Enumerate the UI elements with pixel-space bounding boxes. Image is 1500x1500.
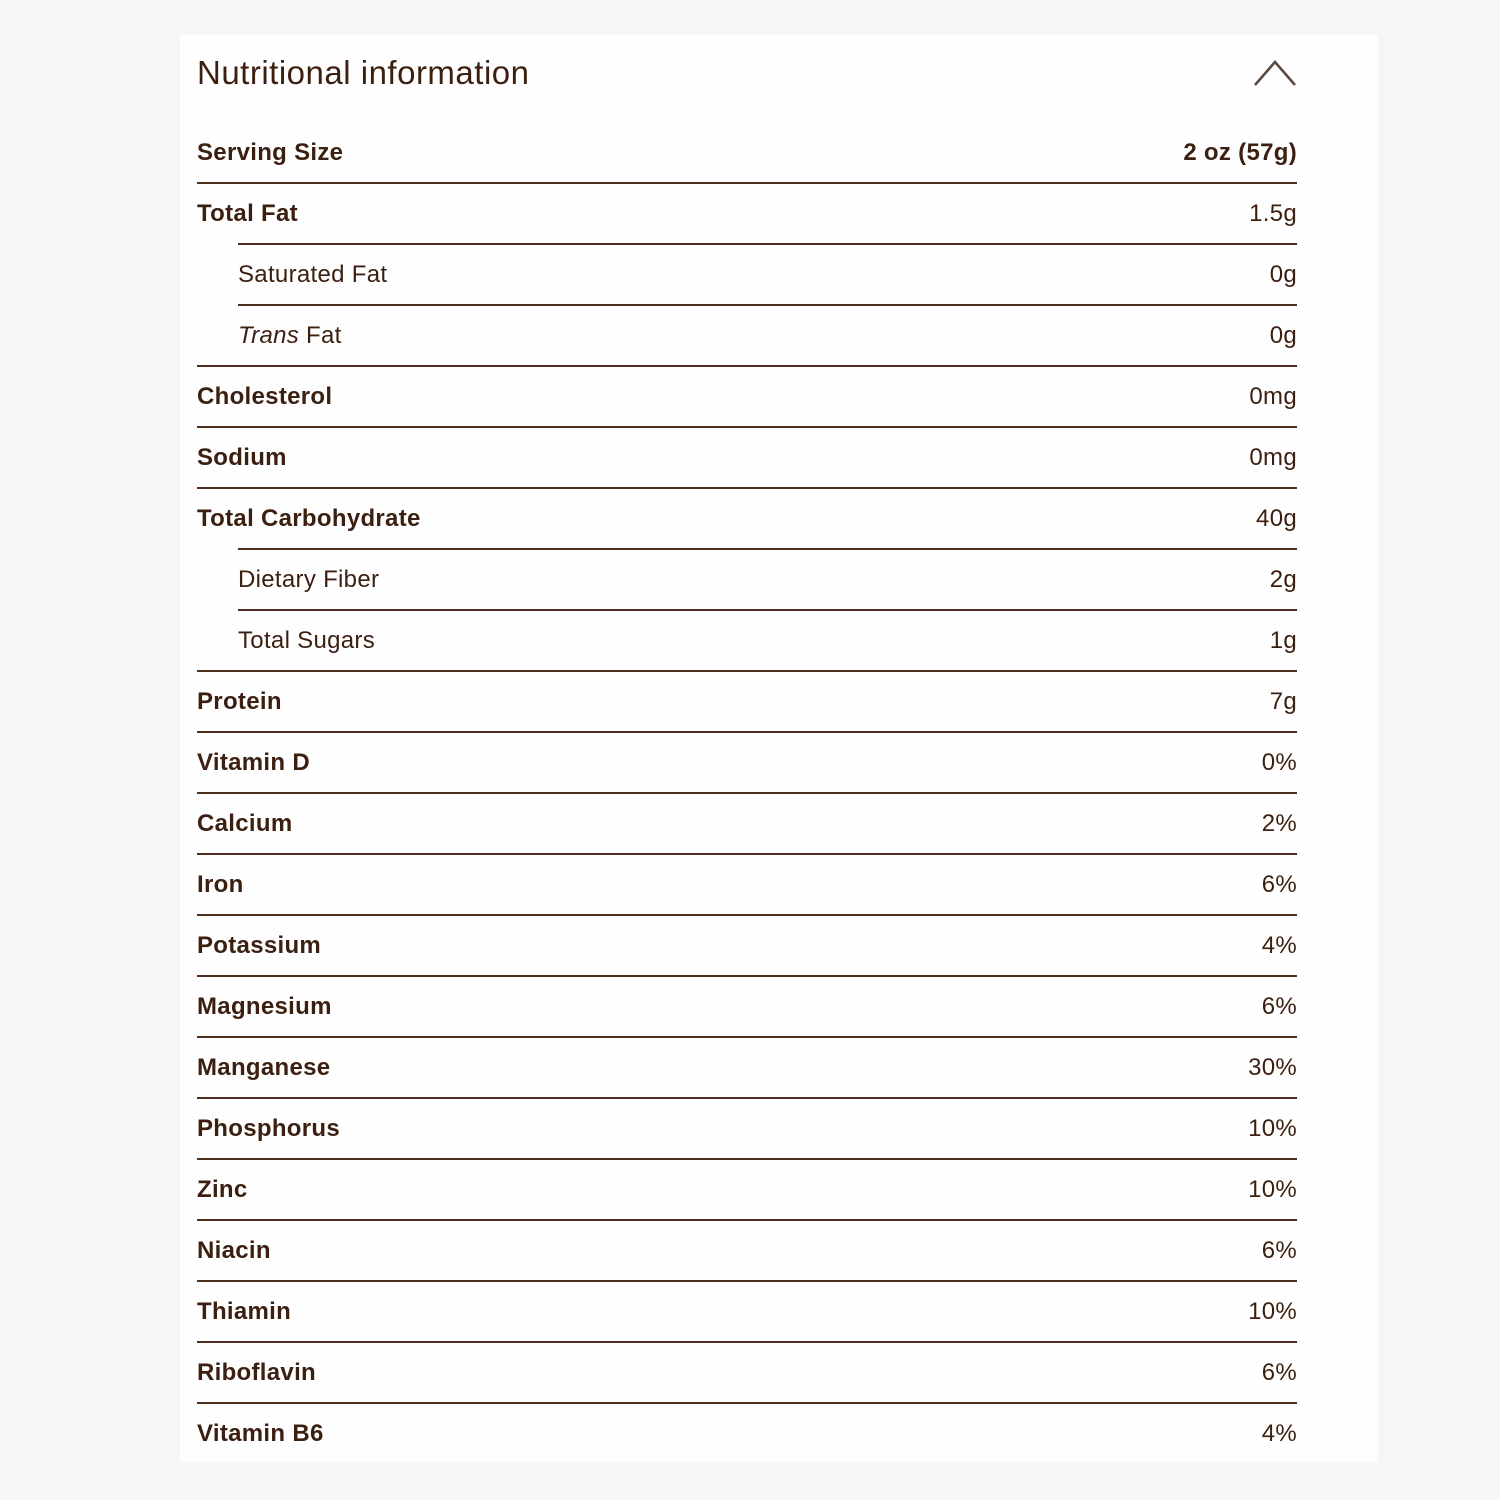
row-label: Cholesterol: [197, 383, 333, 410]
row-value: 2g: [1269, 566, 1297, 593]
row-value: 4%: [1261, 1420, 1297, 1447]
table-row: [197, 365, 1297, 426]
table-row: [238, 548, 1297, 609]
table-row: [197, 1158, 1297, 1219]
row-value: 0mg: [1249, 444, 1297, 471]
row-value: 0g: [1269, 261, 1297, 288]
row-label: Vitamin D: [197, 749, 310, 776]
row-label: Vitamin B6: [197, 1420, 324, 1447]
nutrition-table: [197, 123, 1297, 1462]
row-label: Total Fat: [197, 200, 298, 227]
row-value: 10%: [1248, 1176, 1297, 1203]
row-value: 6%: [1261, 993, 1297, 1020]
chevron-up-icon[interactable]: [1253, 58, 1297, 88]
row-label: Serving Size: [197, 139, 344, 166]
row-label: Saturated Fat: [238, 261, 388, 288]
table-row: [197, 123, 1297, 182]
table-row: [197, 853, 1297, 914]
row-label: Total Sugars: [238, 627, 376, 654]
table-row: [197, 1219, 1297, 1280]
row-label: Phosphorus: [197, 1115, 341, 1142]
row-label: Thiamin: [197, 1298, 292, 1325]
row-label: Trans Fat: [238, 322, 342, 349]
table-row: [197, 731, 1297, 792]
row-label: Magnesium: [197, 993, 332, 1020]
row-label: Potassium: [197, 932, 322, 959]
table-row: [197, 670, 1297, 731]
row-value: 1.5g: [1249, 200, 1297, 227]
table-row: [197, 426, 1297, 487]
table-row: [197, 1036, 1297, 1097]
row-value: 6%: [1261, 1359, 1297, 1386]
table-row: [238, 243, 1297, 304]
row-label: Calcium: [197, 810, 293, 837]
row-label: Riboflavin: [197, 1359, 317, 1386]
row-value: 6%: [1261, 871, 1297, 898]
table-row: [197, 914, 1297, 975]
row-value: 1g: [1269, 627, 1297, 654]
table-row: [238, 609, 1297, 670]
page-title: Nutritional information: [197, 54, 530, 91]
row-value: 10%: [1248, 1298, 1297, 1325]
row-value: 7g: [1269, 688, 1297, 715]
table-row: [197, 1341, 1297, 1402]
row-label: Manganese: [197, 1054, 331, 1081]
row-label: Sodium: [197, 444, 287, 471]
row-value: 6%: [1261, 1237, 1297, 1264]
row-label: Dietary Fiber: [238, 566, 380, 593]
row-value: 40g: [1256, 505, 1297, 532]
row-value: 0%: [1261, 749, 1297, 776]
table-row: [197, 182, 1297, 243]
row-label: Protein: [197, 688, 282, 715]
row-label: Zinc: [197, 1176, 248, 1203]
table-row: [197, 1280, 1297, 1341]
table-row: [238, 304, 1297, 365]
row-value: 2 oz (57g): [1183, 139, 1297, 166]
row-value: 0g: [1269, 322, 1297, 349]
row-value: 2%: [1261, 810, 1297, 837]
row-label: Iron: [197, 871, 244, 898]
row-value: 10%: [1248, 1115, 1297, 1142]
row-value: 30%: [1248, 1054, 1297, 1081]
nutritional-information-panel: [180, 35, 1378, 1462]
table-row: [197, 487, 1297, 548]
table-row: [197, 975, 1297, 1036]
row-label: Total Carbohydrate: [197, 505, 421, 532]
table-row: [197, 1402, 1297, 1462]
table-row: [197, 792, 1297, 853]
accordion-header[interactable]: [197, 35, 1297, 99]
row-value: 0mg: [1249, 383, 1297, 410]
row-label: Niacin: [197, 1237, 271, 1264]
table-row: [197, 1097, 1297, 1158]
row-value: 4%: [1261, 932, 1297, 959]
